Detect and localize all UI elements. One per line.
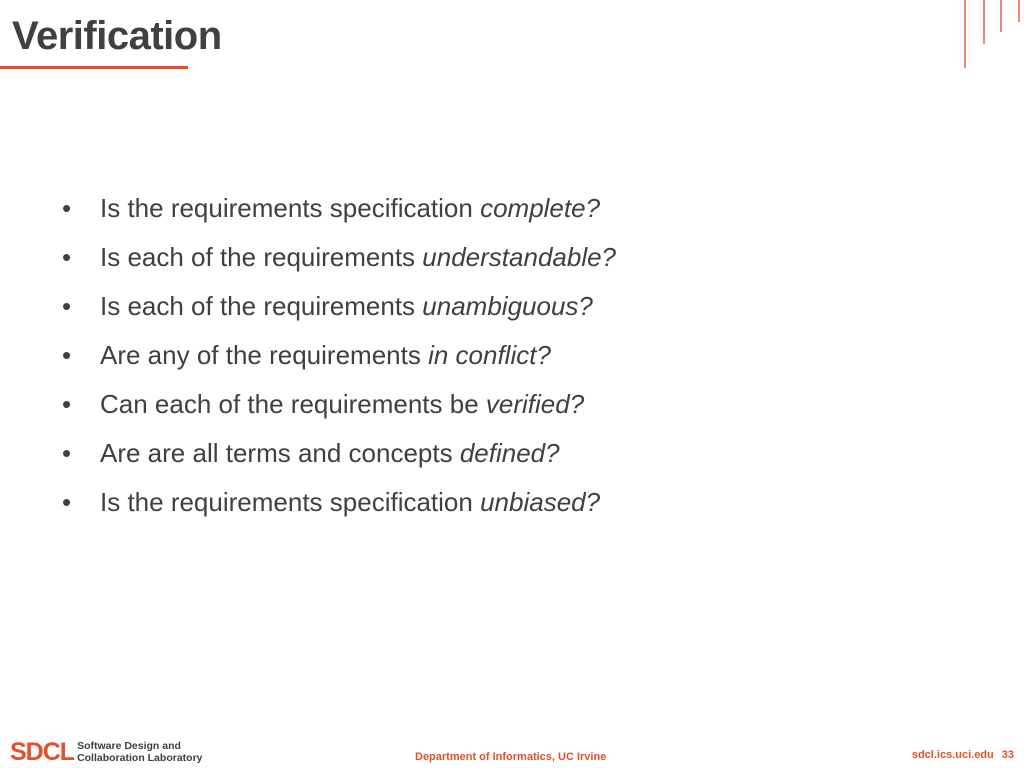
logo-text [77, 740, 202, 764]
bullet-dot: • [62, 438, 72, 468]
bullet-dot: • [62, 389, 72, 419]
bullet-emphasis: verified? [485, 389, 585, 419]
bullet-emphasis: unbiased? [480, 487, 601, 517]
bullet-item [62, 233, 616, 282]
bullet-emphasis: defined? [459, 438, 560, 468]
logo-line-1: Software Design and [77, 740, 181, 752]
sdcl-logo [10, 738, 203, 766]
bullet-text: Is the requirements specification [100, 193, 481, 223]
bullet-dot: • [62, 340, 72, 370]
title-underline [0, 66, 188, 69]
bullet-item [62, 282, 616, 331]
bullet-emphasis: in conflict? [428, 340, 551, 370]
bullet-emphasis: complete? [480, 193, 601, 223]
logo-mark: SDCL [10, 738, 75, 766]
bullet-item [62, 380, 616, 429]
bullet-text: Is each of the requirements [100, 242, 423, 272]
bullet-item [62, 478, 616, 527]
footer-site-and-page [912, 749, 1014, 761]
bullet-dot: • [62, 487, 72, 517]
bullet-text: Is the requirements specification [100, 487, 481, 517]
bullet-list [62, 184, 616, 527]
page-number: 33 [1001, 749, 1014, 761]
bullet-item [62, 184, 616, 233]
footer-department: Department of Informatics, UC Irvine [415, 751, 607, 763]
corner-decoration [944, 0, 1024, 72]
footer-site: sdcl.ics.uci.edu [911, 749, 994, 761]
bullet-dot: • [62, 291, 72, 321]
bullet-emphasis: understandable? [422, 242, 617, 272]
slide-title: Verification [12, 14, 222, 58]
bullet-item [62, 331, 616, 380]
bullet-text: Can each of the requirements be [100, 389, 486, 419]
bullet-text: Are any of the requirements [100, 340, 429, 370]
bullet-text: Is each of the requirements [100, 291, 423, 321]
logo-line-2: Collaboration Laboratory [77, 752, 203, 764]
bullet-dot: • [62, 193, 72, 223]
bullet-emphasis: unambiguous? [422, 291, 593, 321]
bullet-dot: • [62, 242, 72, 272]
bullet-item [62, 429, 616, 478]
bullet-text: Are are all terms and concepts [100, 438, 460, 468]
